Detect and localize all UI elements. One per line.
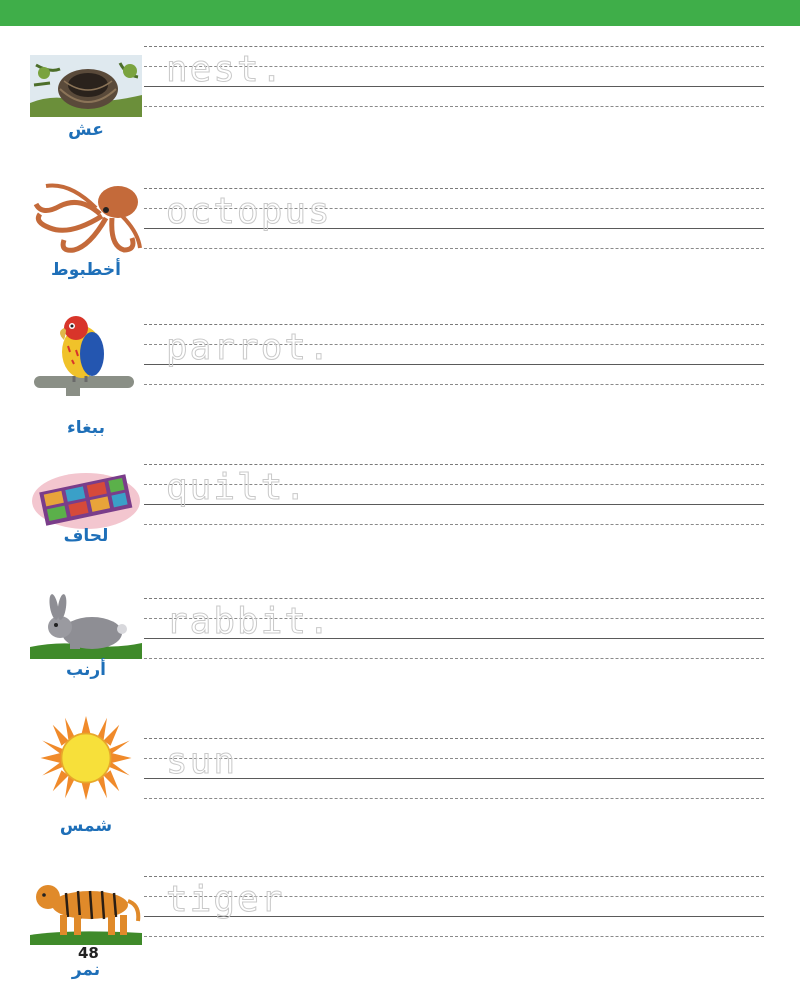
handwriting-lines bbox=[144, 738, 764, 802]
tracing-word: octopus bbox=[166, 191, 332, 232]
handwriting-lines bbox=[144, 188, 764, 252]
arabic-word-label: أخطبوط bbox=[51, 260, 121, 280]
worksheet-row-nest bbox=[0, 40, 800, 180]
parrot-picture bbox=[30, 312, 142, 396]
worksheet-row-quilt bbox=[0, 452, 800, 592]
arabic-word-label: عش bbox=[68, 120, 104, 140]
tracing-word: quilt. bbox=[166, 467, 309, 508]
tiger-picture bbox=[30, 868, 142, 938]
handwriting-lines bbox=[144, 46, 764, 110]
worksheet-row-octopus bbox=[0, 176, 800, 316]
handwriting-lines bbox=[144, 464, 764, 528]
tracing-word: rabbit. bbox=[166, 601, 332, 642]
tracing-word: parrot. bbox=[166, 327, 332, 368]
tracing-word: sun bbox=[166, 741, 238, 782]
arabic-word-label: لحاف bbox=[63, 526, 109, 546]
tracing-word: tiger bbox=[166, 879, 285, 920]
arabic-word-label: أرنب bbox=[66, 660, 106, 680]
handwriting-lines bbox=[144, 324, 764, 388]
top-color-bar bbox=[0, 0, 800, 26]
rabbit-picture bbox=[30, 584, 142, 668]
handwriting-lines bbox=[144, 876, 764, 940]
worksheet-row-tiger bbox=[0, 864, 800, 1004]
octopus-picture bbox=[30, 176, 142, 260]
arabic-word-label: نمر bbox=[71, 960, 101, 980]
arabic-word-label: شمس bbox=[59, 816, 113, 836]
worksheet-row-parrot bbox=[0, 312, 800, 452]
tracing-word: nest. bbox=[166, 49, 285, 90]
quilt-picture bbox=[30, 458, 142, 524]
handwriting-lines bbox=[144, 598, 764, 662]
worksheet-row-rabbit bbox=[0, 584, 800, 724]
worksheet-row-sun bbox=[0, 716, 800, 856]
nest-picture bbox=[30, 44, 142, 106]
sun-picture bbox=[30, 716, 142, 812]
arabic-word-label: ببغاء bbox=[67, 418, 105, 438]
page-number: 48 bbox=[78, 944, 99, 962]
